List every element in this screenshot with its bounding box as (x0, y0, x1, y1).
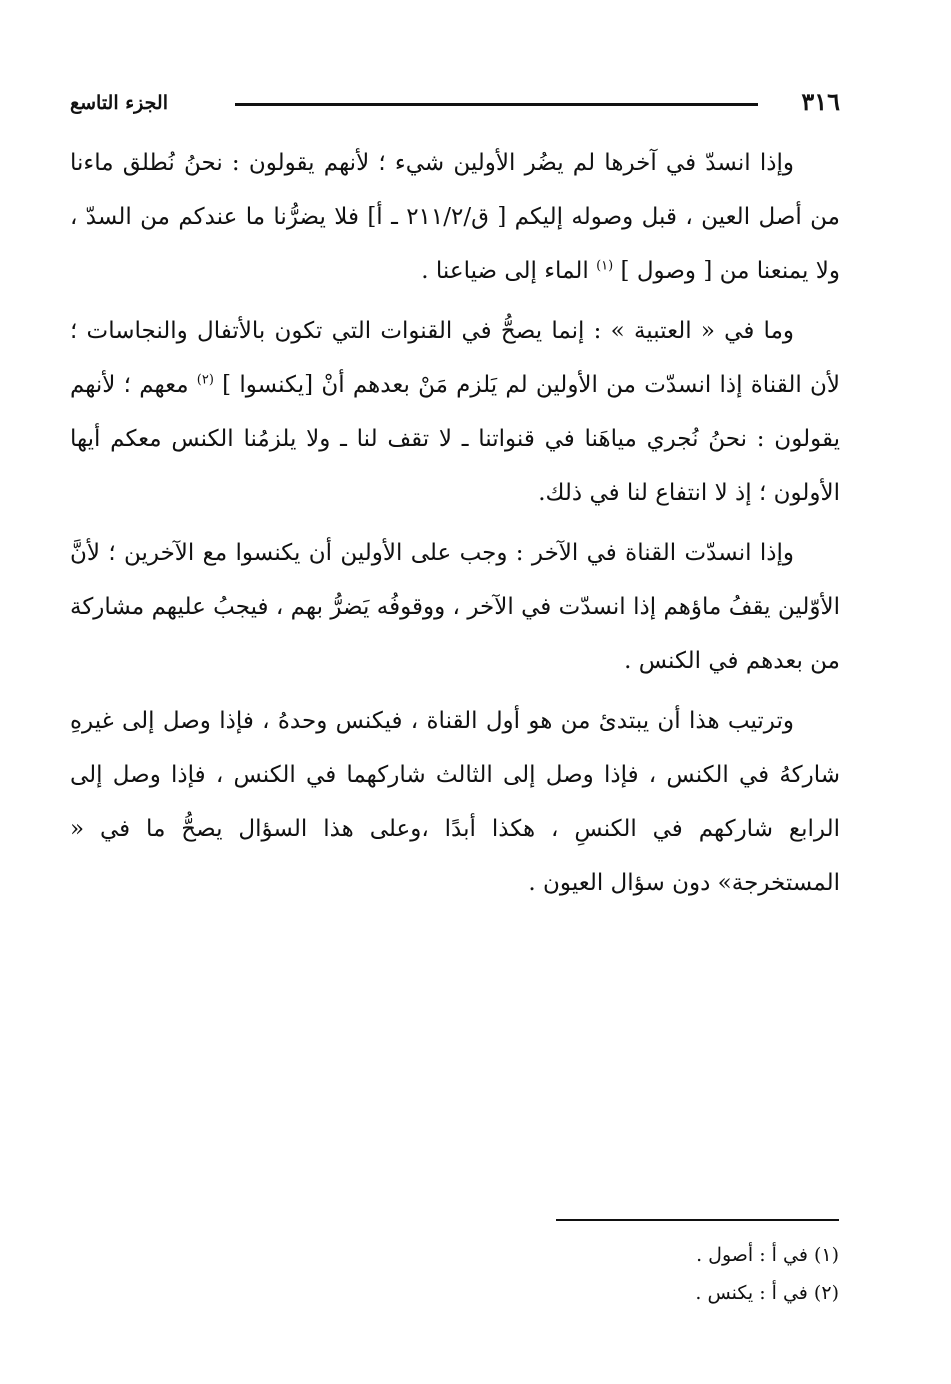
running-title: الجزء التاسع (70, 92, 168, 114)
paragraph (70, 136, 840, 298)
paragraph-text: وإذا انسدّ في آخرها لم يضُر الأولين شيء ؛ لأنهم يقولون : نحنُ نُطلق ماءنا من أصل العين ، قبل وصوله إليكم [ ق/٢١١/٢ ـ أ] فلا يضرُّنا ما عندكم من السدّ ، ولا يمنعنا من [ وصول ] (70, 150, 840, 284)
paragraph (70, 694, 840, 910)
paragraph (70, 304, 840, 520)
paragraph-text: وما في « العتبية » : إنما يصحُّ في القنوات التي تكون بالأتفال والنجاسات ؛ لأن القناة إذا انسدّت من الأولين لم يَلزم مَنْ بعدهم أنْ [يكنسوا ] (70, 318, 840, 398)
paragraph (70, 526, 840, 688)
page-number: ٣١٦ (801, 87, 840, 116)
paragraph-text: وإذا انسدّت القناة في الآخر : وجب على الأولين أن يكنسوا مع الآخرين ؛ لأنَّ الأوّلين يقفُ ماؤهم إذا انسدّت في الآخر ، ووقوفُه يَضرُّ بهم ، فيجبُ عليهم مشاركة من بعدهم في الكنس . (70, 540, 840, 674)
page-header (70, 86, 840, 122)
paragraph-text: وترتيب هذا أن يبتدئ من هو أول القناة ، فيكنس وحدهُ ، فإذا وصل إلى غيرهِ شاركهُ في الكنس ، فإذا وصل إلى الثالث شاركهما في الكنس ، فإذا وصل إلى الرابع شاركهم في الكنسِ ، هكذا أبدًا ،وعلى هذا السؤال يصحُّ ما في « المستخرجة» دون سؤال العيون . (70, 708, 840, 896)
paragraph-text: معهم ؛ لأنهم يقولون : نحنُ نُجري مياهَنا في قنواتنا ـ لا تقف لنا ـ ولا يلزمُنا الكنس معكم أيها الأولون ؛ إذ لا انتفاع لنا في ذلك. (70, 372, 840, 506)
body-text (70, 136, 840, 916)
footnote-separator (556, 1219, 839, 1221)
footnote-reference: (٢) (196, 372, 214, 388)
paragraph-text: الماء إلى ضياعنا . (421, 258, 597, 284)
footnotes (339, 1236, 839, 1312)
header-rule (235, 103, 758, 106)
footnote-reference: (١) (596, 258, 614, 274)
footnote: (١) في أ : أصول . (696, 1244, 839, 1266)
footnote: (٢) في أ : يكنس . (695, 1282, 839, 1304)
